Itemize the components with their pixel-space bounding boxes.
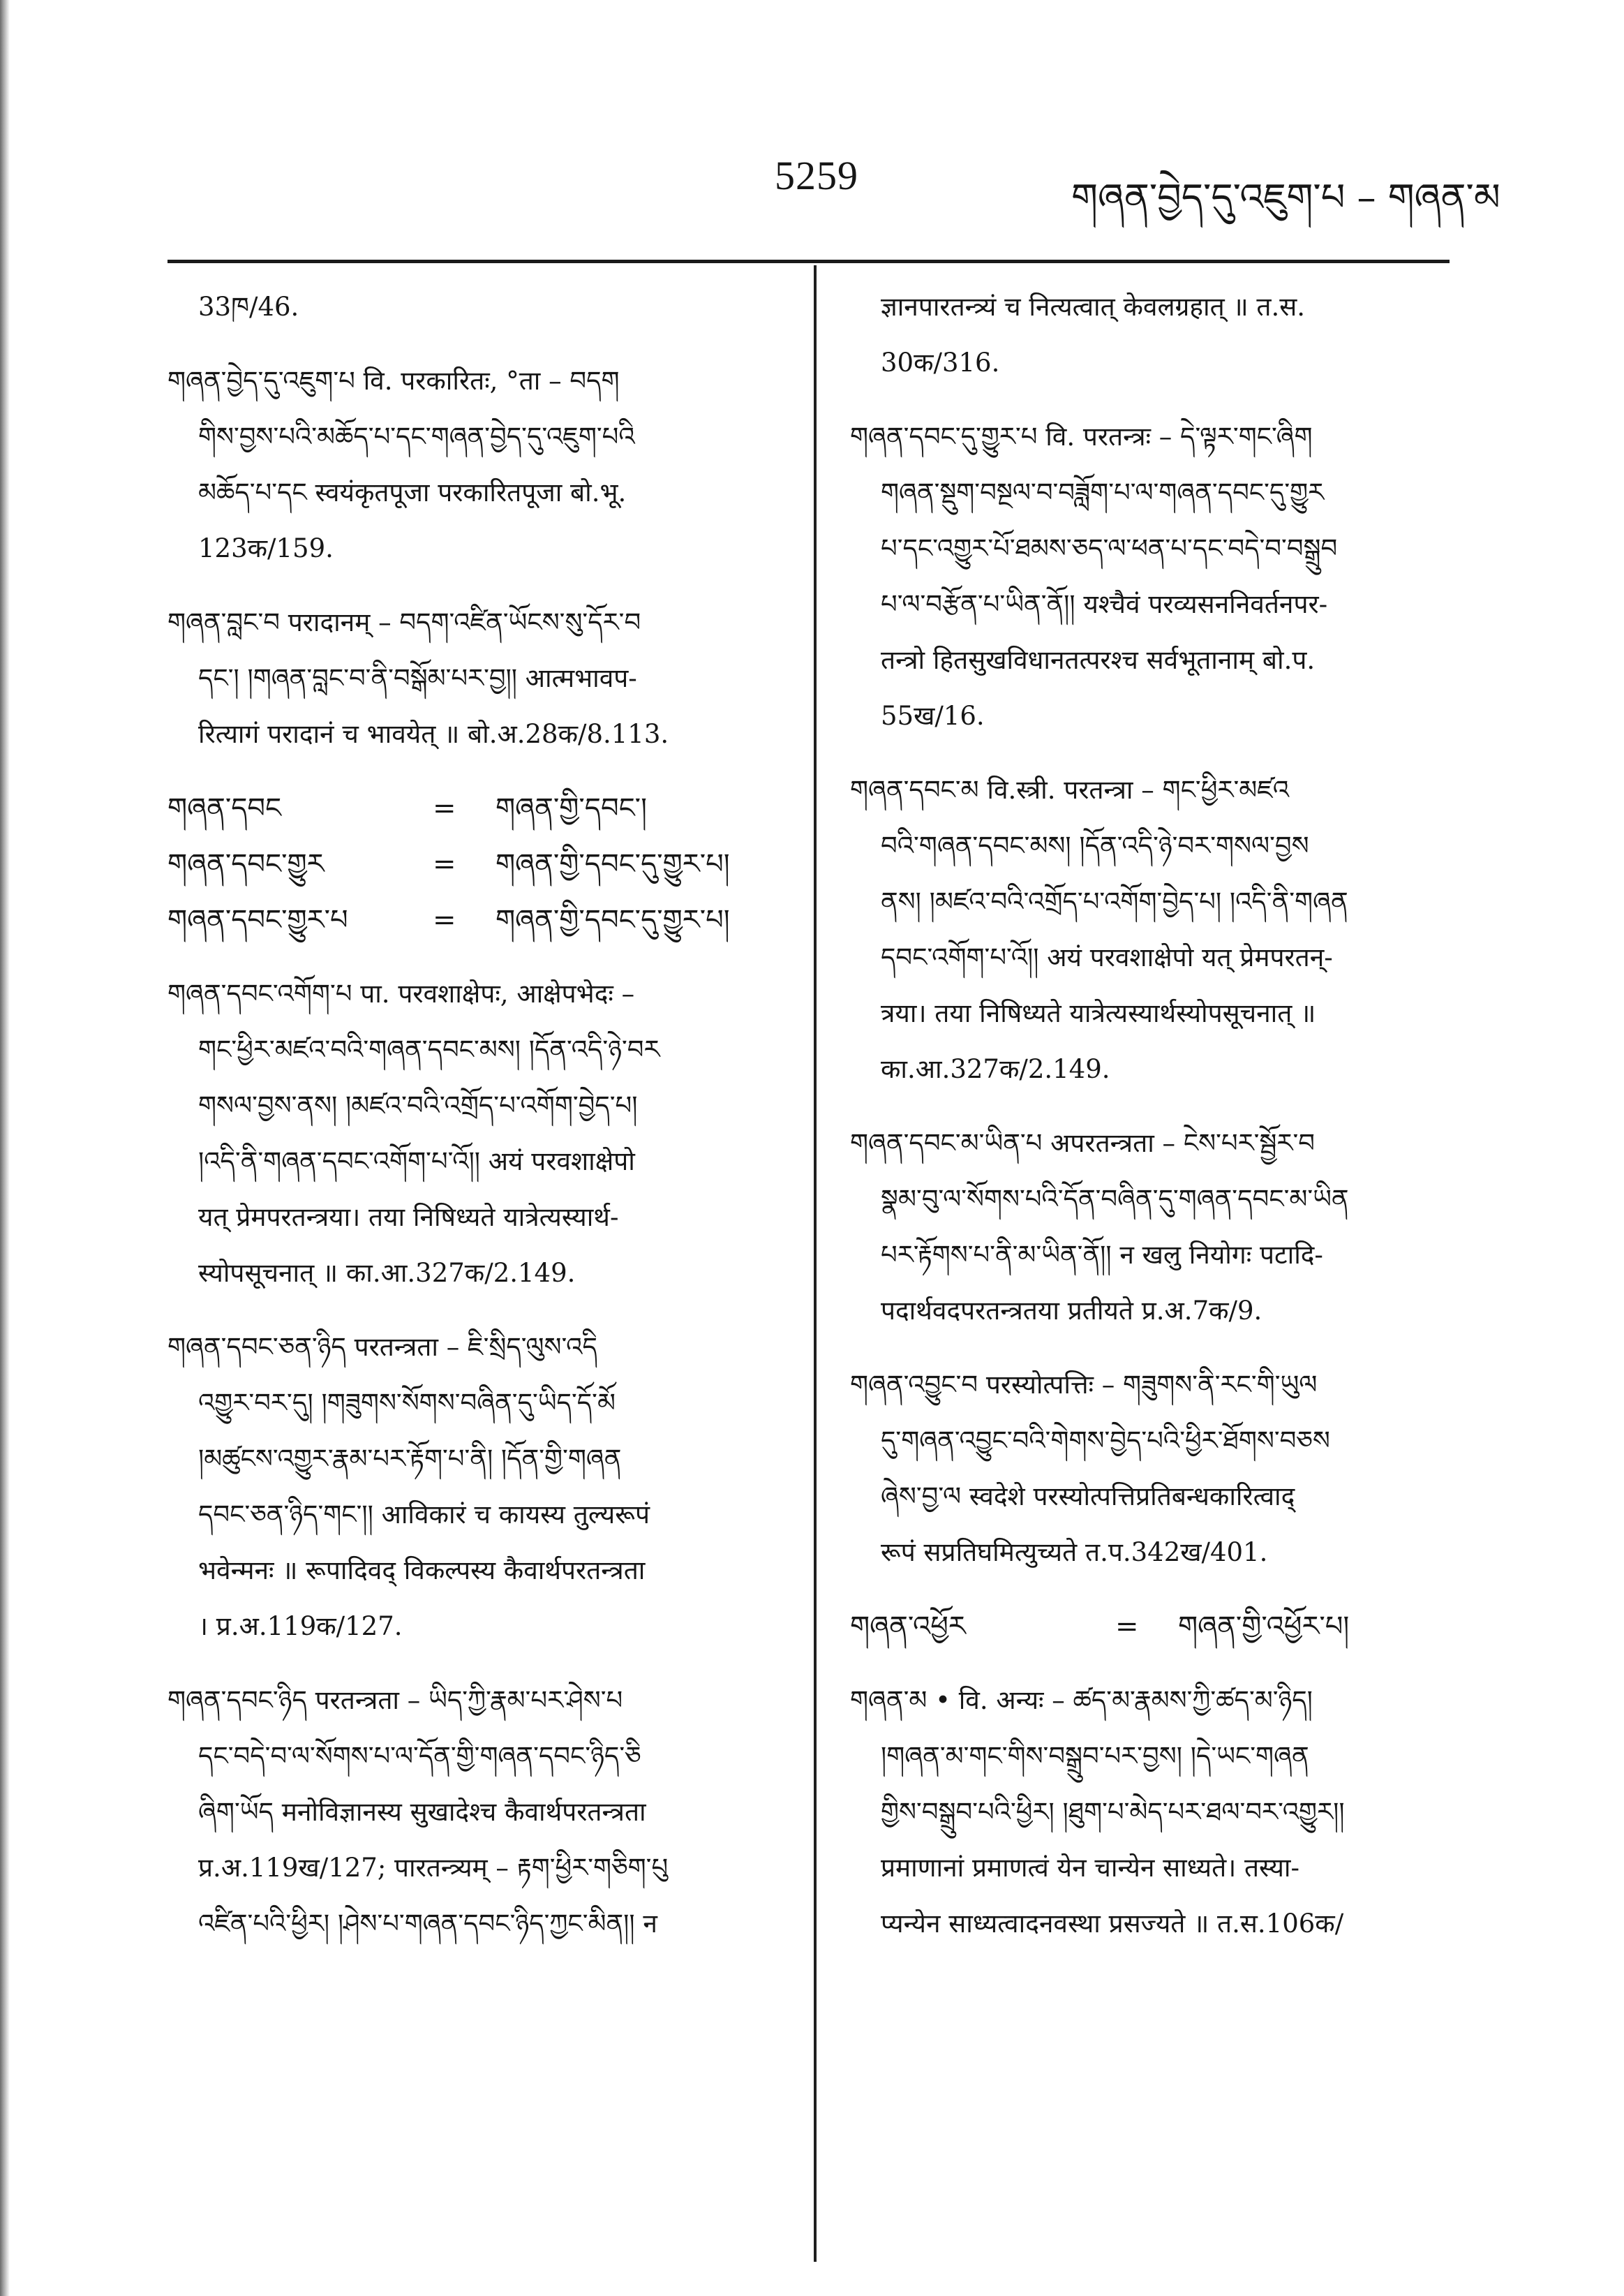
entry-line: གཞན་དབང་མ वि.स्त्री. परतन्त्रा – གང་ཕྱིར་མཛའ <box>850 775 1290 805</box>
entry-line: 33ཁ/46. <box>198 292 299 322</box>
entry-line: पदार्थवदपरतन्त्रतया प्रतीयते प्र.अ.7क/9. <box>881 1296 1262 1326</box>
xref-equals: = <box>433 848 456 880</box>
cross-reference <box>167 836 782 892</box>
entry-line: तन्त्रो हितसुखविधानतत्परश्च सर्वभूतानाम् बो.प. <box>881 645 1316 675</box>
entry-line: । प्र.अ.119क/127. <box>198 1611 403 1641</box>
entry-line: གཞན་བླང་བ परादानम् – བདག་འཛིན་ཡོངས་སུ་དོར་བ <box>167 607 641 637</box>
entry-continuation <box>167 279 782 335</box>
entry <box>850 409 1464 744</box>
entry-line: པར་རྟོགས་པ་ནི་མ་ཡིན་ནོ།། न खलु नियोगः पटादि- <box>881 1240 1323 1270</box>
entry-line: 123क/159. <box>198 533 334 563</box>
entry <box>850 1116 1464 1339</box>
xref-headword: གཞན་དབང <box>167 792 282 824</box>
column-divider <box>814 265 817 2262</box>
entry-line: །མཚུངས་འགྱུར་རྣམ་པར་རྟོག་པ་ནི། །དོན་གྱི་གཞན <box>198 1444 622 1474</box>
entry-line: भवेन्मनः ॥ रूपादिवद् विकल्पस्य कैवार्थपरतन्त्रता <box>198 1555 646 1585</box>
entry-line: པ་དང་འགྱུར་པོ་ཐམས་ཅད་ལ་ཕན་པ་དང་བདེ་བ་བསྒྲུབ <box>881 533 1338 563</box>
xref-equals: = <box>1115 1610 1139 1643</box>
entry <box>850 1673 1464 1952</box>
entry-line: གཞན་དབང་ཉིད परतन्त्रता – ཡིད་ཀྱི་རྣམ་པར་ཤེས་པ <box>167 1685 623 1715</box>
header-rule <box>167 260 1450 263</box>
entry-line: དང་བདེ་བ་ལ་སོགས་པ་ལ་དོན་གྱི་གཞན་དབང་ཉིད་ཅི <box>198 1741 641 1771</box>
entry-line: གིས་བྱས་པའི་མཆོད་པ་དང་གཞན་བྱེད་དུ་འཇུག་པའི <box>198 422 635 452</box>
entry-line: स्योपसूचनात् ॥ का.आ.327क/2.149. <box>198 1258 576 1288</box>
entry-line: यत् प्रेमपरतन्त्रया। तया निषिध्यते यात्रेत्यस्यार्थ- <box>198 1202 619 1232</box>
entry-line: གསལ་བྱས་ནས། །མཛའ་བའི་འགྲོད་པ་འགོག་བྱེད་པ། <box>198 1090 638 1120</box>
entry-line: གཞན་དབང་མ་ཡིན་པ अपरतन्त्रता – ངེས་པར་སྦྱོར་བ <box>850 1128 1315 1158</box>
entry <box>167 1673 782 1952</box>
entry-line: 30क/316. <box>881 348 1000 378</box>
cross-reference <box>850 1599 1464 1654</box>
entry-line: གཞན་དབང་འགོག་པ पा. परवशाक्षेपः, आक्षेपभेदः – <box>167 979 635 1009</box>
entry-line: त्रया। तया निषिध्यते यात्रेत्यस्यार्थस्योपसूचनात् ॥ <box>881 998 1316 1028</box>
running-head: གཞན་བྱེད་དུ་འཇུག་པ – གཞན་མ <box>1071 175 1500 219</box>
entry-line: དུ་གཞན་འབྱུང་བའི་གེགས་བྱེད་པའི་ཕྱིར་ཐོགས་བཅས <box>881 1425 1330 1456</box>
xref-equals: = <box>433 904 456 936</box>
cross-reference <box>167 892 782 948</box>
entry-line: འགྱུར་བར་དུ། །གཟུགས་སོགས་བཞིན་དུ་ཡིད་དོ་མོ <box>198 1388 616 1418</box>
entry-line: प्यन्येन साध्यत्वादनवस्था प्रसज्यते ॥ त.स.106क/ <box>881 1909 1344 1939</box>
entry-line: ཞེས་བྱ་ལ स्वदेशे परस्योत्पत्तिप्रतिबन्धकारित्वाद् <box>881 1481 1295 1511</box>
entry-line: གཞན་བྱེད་དུ་འཇུག་པ वि. परकारितः, °ता – བདག <box>167 366 620 396</box>
entry-line: रित्यागं परादानं च भावयेत् ॥ बो.अ.28क/8.113. <box>198 719 669 749</box>
entry <box>167 353 782 577</box>
entry <box>167 595 782 762</box>
entry-line: །གཞན་མ་གང་གིས་བསྒྲུབ་པར་བྱས། །དེ་ཡང་གཞན <box>881 1741 1309 1771</box>
entry-line: བའི་གཞན་དབང་མས། །དོན་འདི་ཉེ་བར་གསལ་བྱས <box>881 831 1309 861</box>
xref-headword: གཞན་འཕྱོར <box>850 1610 966 1643</box>
entry-line: रूपं सप्रतिघमित्युच्यते त.प.342ख/401. <box>881 1537 1268 1567</box>
cross-reference-group <box>850 1599 1464 1654</box>
cross-reference <box>167 780 782 836</box>
entry-line: སྣམ་བུ་ལ་སོགས་པའི་དོན་བཞིན་དུ་གཞན་དབང་མ་ཡིན <box>881 1184 1349 1214</box>
entry-line: དབང་འགོག་པ་འོ།། अयं परवशाक्षेपो यत् प्रेमपरतन्- <box>881 942 1333 972</box>
xref-headword: གཞན་དབང་གྱུར <box>167 848 325 880</box>
entry-line: ज्ञानपारतन्त्र्यं च नित्यत्वात् केवलग्रहात् ॥ त.स. <box>881 292 1306 322</box>
page-number: 5259 <box>775 153 858 198</box>
cross-reference-group <box>167 780 782 948</box>
entry-line: གཞན་སྡུག་བསྔལ་བ་བཟློག་པ་ལ་གཞན་དབང་དུ་གྱུར <box>881 477 1325 508</box>
xref-target: གཞན་གྱི་དབང་དུ་གྱུར་པ། <box>496 904 730 936</box>
entry-line: འཛིན་པའི་ཕྱིར། །ཤེས་པ་གཞན་དབང་ཉིད་ཀྱང་མིན།། न <box>198 1909 657 1939</box>
entry-line: མཆོད་པ་དང स्वयंकृतपूजा परकारितपूजा बो.भू. <box>198 477 627 508</box>
entry-line: གཞན་དབང་དུ་གྱུར་པ वि. परतन्त्रः – དེ་ལྟར་གང་ཞིག <box>850 422 1313 452</box>
entry-line: གཞན་དབང་ཅན་ཉིད परतन्त्रता – ཇི་སྲིད་ལུས་འདི <box>167 1332 597 1362</box>
entry <box>850 1357 1464 1580</box>
entry-line: ནས། །མཛའ་བའི་འགྲོད་པ་འགོག་བྱེད་པ། །འདི་ནི་གཞན <box>881 887 1348 917</box>
xref-target: གཞན་གྱི་དབང་། <box>496 792 647 824</box>
xref-target: གཞན་གྱི་དབང་དུ་གྱུར་པ། <box>496 848 730 880</box>
entry-line: གྱིས་བསྒྲུབ་པའི་ཕྱིར། །ཐུག་པ་མེད་པར་ཐལ་བར་འགྱུར།། <box>881 1797 1345 1827</box>
xref-target: གཞན་གྱི་འཕྱོར་པ། <box>1178 1610 1350 1643</box>
entry <box>850 762 1464 1097</box>
entry-line: 55ख/16. <box>881 701 985 731</box>
left-column <box>167 279 782 1970</box>
entry-line: ཞིག་ཡོད मनोविज्ञानस्य सुखादेश्च कैवार्थपरतन्त्रता <box>198 1797 646 1827</box>
entry-line: གང་ཕྱིར་མཛའ་བའི་གཞན་དབང་མས། །དོན་འདི་ཉེ་བར <box>198 1035 660 1065</box>
xref-headword: གཞན་དབང་གྱུར་པ <box>167 904 348 936</box>
entry-line: प्रमाणानां प्रमाणत्वं येन चान्येन साध्यते। तस्या- <box>881 1853 1300 1883</box>
entry-line: །འདི་ནི་གཞན་དབང་འགོག་པ་འོ།། अयं परवशाक्षेपो <box>198 1146 635 1176</box>
entry-line: གཞན་མ • वि. अन्यः – ཚད་མ་རྣམས་ཀྱི་ཚད་མ་ཉིད། <box>850 1685 1313 1715</box>
right-column <box>850 279 1464 1970</box>
entry-line: པ་ལ་བརྩོན་པ་ཡིན་ནོ།། यश्चैवं परव्यसननिवर्तनपर- <box>881 589 1328 619</box>
binding-edge <box>0 0 10 2296</box>
entry-line: का.आ.327क/2.149. <box>881 1054 1110 1084</box>
entry-line: གཞན་འབྱུང་བ परस्योत्पत्तिः – གཟུགས་ནི་རང་གི་ཡུལ <box>850 1370 1318 1400</box>
entry-line: प्र.अ.119ख/127; पारतन्त्र्यम् – རྟག་ཕྱིར་གཅིག་པུ <box>198 1853 669 1883</box>
xref-equals: = <box>433 792 456 824</box>
entry-continuation <box>850 279 1464 391</box>
entry <box>167 1319 782 1654</box>
entry <box>167 966 782 1301</box>
entry-line: དབང་ཅན་ཉིད་གང་།། आविकारं च कायस्य तुल्यरूपं <box>198 1499 650 1530</box>
entry-line: དང་། །གཞན་བླང་བ་ནི་བསྒོམ་པར་བྱ།། आत्मभावप- <box>198 663 637 693</box>
